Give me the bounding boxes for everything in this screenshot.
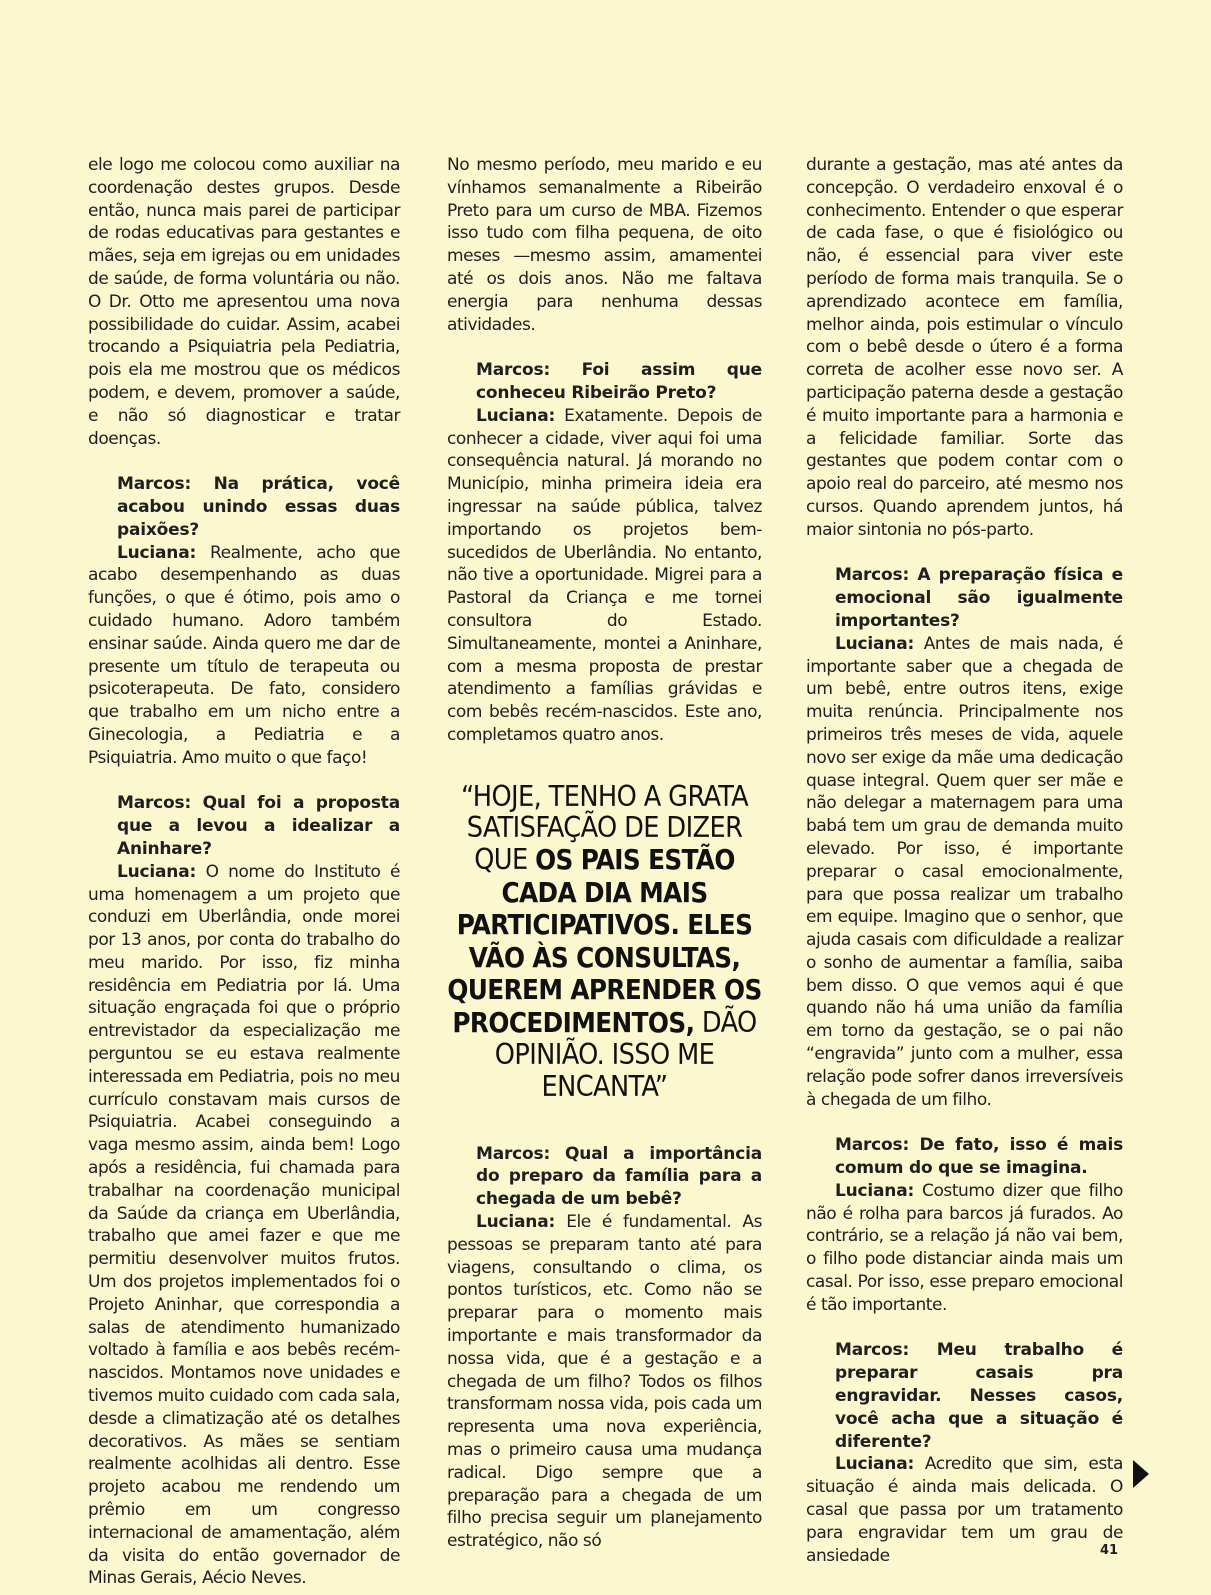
question: Marcos: Meu trabalho é preparar casais pra engravidar. Nesses casos, você acha que a situação é diferente? [835,1340,1123,1452]
answer [806,1180,1123,1317]
page-number: 41 [1100,1543,1119,1558]
answer-text: Acredito que sim, esta situação é ainda mais delicada. O casal que passa por um tratamento para engravidar tem um grau de ansiedade [806,1454,1123,1566]
question: Marcos: Foi assim que conheceu Ribeirão Preto? [476,360,762,403]
column-1 [88,154,401,1589]
question: Marcos: Na prática, você acabou unindo essas duas paixões? [117,474,400,540]
speaker: Luciana: [835,1180,915,1201]
answer-text: O nome do Instituto é uma homenagem a um projeto que conduzi em Uberlândia, onde morei por 13 anos, por conta do trabalho do meu marido. Por isso, fiz minha residência em Pediatria por lá. Uma situação engraçada foi que o próprio entrevistador da especialização me perguntou se eu estava realmente interessada em Pediatria, pois no meu currículo constavam mais cursos de Psiquiatria. Acabei conseguindo a vaga mesmo assim, ainda bem! Logo após a residência, fui chamada para trabalhar na coordenação municipal da Saúde da criança em Uberlândia, trabalho que amei fazer e que me permitiu desenvolver muitos frutos. Um dos projetos implementados foi o Projeto Aninhar, que correspondia a salas de atendimento humanizado voltado à família e aos bebês recém-nascidos. Montamos nove unidades e tivemos muito cuidado com cada sala, desde a climatização até os detalhes decorativos. As mães se sentiam realmente acolhidas ali dentro. Esse projeto acabou me rendendo um prêmio em um congresso internacional de amamentação, além da visita do então governador de Minas Gerais, Aécio Neves. [88,861,401,1589]
speaker: Luciana: [835,633,915,654]
pull-quote-emphasis: OS PAIS ESTÃO CADA DIA MAIS PARTICIPATIVOS. ELES VÃO ÀS CONSULTAS, QUEREM APRENDER OS PROCEDIMENTOS, [447,843,762,1039]
answer [88,542,400,770]
speaker: Luciana: [835,1454,915,1475]
answer-text: Ele é fundamental. As pessoas se preparam tanto até para viagens, consultando o clima, os pontos turísticos, etc. Como não se preparar para o momento mais importante e mais transformador da nossa vida, que é a gestação e a chegada de um filho? Todos os filhos transformam nossa vida, pois cada um representa uma nova experiência, mas o primeiro causa uma mudança radical. Digo sempre que a preparação para a chegada de um filho precisa seguir um planejamento estratégico, não só [447,1212,762,1552]
pull-quote-text: “HOJE, TENHO A GRATA SATISFAÇÃO DE DIZER QUE [460,779,749,876]
column-2 [447,154,762,1552]
answer-text: Costumo dizer que filho não é rolha para barcos já furados. Ao contrário, se a relação já não vai bem, o filho pode distanciar ainda mais um casal. Por isso, esse preparo emocional é tão importante. [806,1180,1123,1315]
answer-text: Antes de mais nada, é importante saber que a chegada de um bebê, entre outros itens, exige muita renúncia. Principalmente nos primeiros três meses de vida, aquele novo ser exige da mãe uma dedicação quase integral. Quem quer ser mãe e não delegar a maternagem para uma babá tem um grau de demanda muito elevado. Por isso, é importante preparar o casal emocionalmente, para que possa realizar um trabalho em equipe. Imagino que o senhor, que ajuda casais com dificuldade a realizar o sonho de aumentar a família, saiba bem disso. O que vemos aqui é que quando não há uma união da família em torno da gestação, se o pai não “engravida” junto com a mulher, essa relação pode sofrer danos irreversíveis à chegada de um filho. [806,633,1123,1110]
question: Marcos: De fato, isso é mais comum do que se imagina. [835,1135,1123,1179]
answer-text: Exatamente. Depois de conhecer a cidade, viver aqui foi uma consequência natural. Já morando no Município, minha primeira ideia era ingressar na saúde pública, talvez importando os projetos bem-sucedidos de Uberlândia. No entanto, não tive a oportunidade. Migrei para a Pastoral da Criança e me tornei consultora do Estado. Simultaneamente, montei a Aninhare, com a mesma proposta de prestar atendimento a famílias grávidas e com bebês recém-nascidos. Este ano, completamos quatro anos. [447,405,762,745]
paragraph: durante a gestação, mas até antes da concepção. O verdadeiro enxoval é o conhecimento. Entender o que esperar de cada fase, o que é fisiológico ou não, é essencial para viver este período de forma mais tranquila. Se o aprendizado acontece em família, melhor ainda, pois estimular o vínculo com o bebê desde o útero é a forma correta de acolher esse novo ser. A participação paterna desde a gestação é muito importante para a harmonia e a felicidade familiar. Sorte das gestantes que podem contar com o apoio real do parceiro, até mesmo nos cursos. Quando aprendem juntos, há maior sintonia no pós-parto. [806,155,1123,540]
speaker: Luciana: [117,542,197,563]
answer-text: Realmente, acho que acabo desempenhando as duas funções, o que é ótimo, pois amo o cuidado humano. Adoro também ensinar saúde. Ainda quero me dar de presente um título de terapeuta ou psicoterapeuta. De fato, considero que trabalho em um nicho entre a Ginecologia, a Pediatria e a Psiquiatria. Amo muito o que faço! [88,542,400,768]
answer [806,633,1123,1112]
answer [447,405,762,747]
pull-quote [447,781,762,1103]
question: Marcos: Qual a importância do preparo da família para a chegada de um bebê? [476,1143,762,1210]
paragraph: No mesmo período, meu marido e eu vínhamos semanalmente a Ribeirão Preto para um curso de MBA. Fizemos isso tudo com filha pequena, de oito meses —mesmo assim, amamentei até os dois anos. Não me faltava energia para nenhuma dessas atividades. [447,155,762,335]
question: Marcos: Qual foi a proposta que a levou a idealizar a Aninhare? [117,793,400,859]
answer [88,861,400,1591]
speaker: Luciana: [117,861,197,882]
pull-quote-text: DÃO OPINIÃO. ISSO ME ENCANTA” [494,1005,757,1104]
speaker: Luciana: [476,405,556,426]
triangle-right-icon [1133,1460,1149,1488]
answer [806,1453,1123,1567]
question: Marcos: A preparação física e emocional são igualmente importantes? [835,565,1123,631]
paragraph: ele logo me colocou como auxiliar na coordenação destes grupos. Desde então, nunca mais parei de participar de rodas educativas para gestantes e mães, seja em igrejas ou em unidades de saúde, de forma voluntária ou não. O Dr. Otto me apresentou uma nova possibilidade do cuidar. Assim, acabei trocando a Psiquiatria pela Pediatria, pois ela me mostrou que os médicos podem, e devem, promover a saúde, e não só diagnosticar e tratar doenças. [88,155,400,449]
answer [447,1211,762,1553]
speaker: Luciana: [476,1212,556,1233]
